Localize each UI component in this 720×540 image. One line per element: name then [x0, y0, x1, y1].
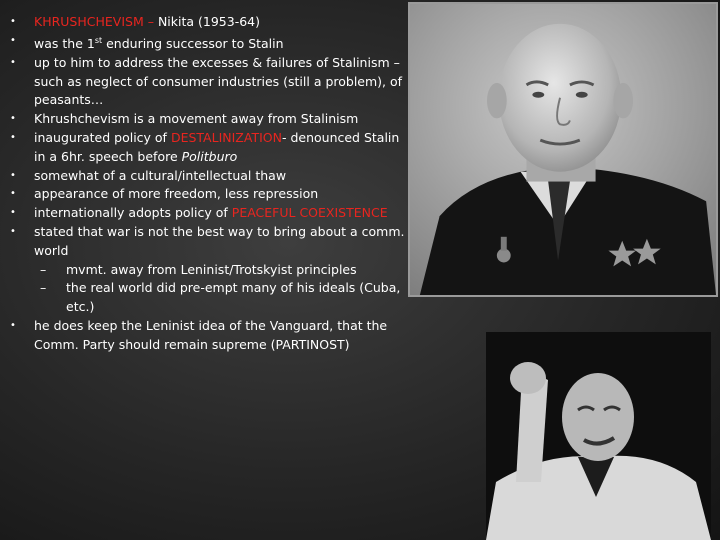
bullet-text: inaugurated policy of [34, 129, 171, 145]
bullet-text: internationally adopts policy of [34, 205, 232, 221]
dash-marker: – [40, 280, 47, 296]
bullet-text: the real world did pre-empt many of his ideals (Cuba, etc.) [66, 280, 401, 315]
bullet-item [10, 129, 405, 167]
bullet-text: enduring successor to Stalin [102, 35, 284, 51]
bullet-marker: • [10, 34, 16, 46]
sub-bullet-item [10, 279, 405, 317]
bullet-marker: • [10, 131, 16, 143]
portrait-photo [408, 2, 718, 297]
bullet-item [10, 54, 405, 110]
term-destalinization: DESTALINIZATION [170, 129, 282, 145]
bullet-item [10, 185, 405, 204]
bullet-item [10, 32, 405, 54]
bullet-marker: • [10, 319, 16, 331]
bullet-item [10, 13, 405, 32]
bullet-text: was the 1 [34, 35, 95, 51]
bullet-item [10, 204, 405, 223]
dash-marker: – [40, 261, 47, 277]
bullet-marker: • [10, 169, 16, 181]
bullet-marker: • [10, 113, 16, 125]
bullet-text: Khrushchevism is a movement away from Stalinism [34, 111, 359, 127]
term-politburo: Politburo [181, 148, 238, 164]
bullet-item [10, 317, 405, 355]
bullet-text: up to him to address the excesses & failures of Stalinism – such as neglect of consumer industries (still a problem), of peasants… [34, 54, 403, 108]
superscript: st [94, 35, 103, 45]
bullet-list [10, 13, 405, 355]
bullet-marker: • [10, 207, 16, 219]
bullet-text: somewhat of a cultural/intellectual thaw [34, 167, 287, 183]
portrait-illustration [410, 4, 716, 295]
bullet-text: he does keep the Leninist idea of the Vanguard, that the Comm. Party should remain supreme (PARTINOST) [34, 317, 388, 352]
bullet-text: appearance of more freedom, less repression [34, 186, 319, 202]
speech-illustration [486, 332, 711, 540]
bullet-item [10, 167, 405, 186]
bullet-item [10, 223, 405, 261]
bullet-marker: • [10, 16, 16, 27]
bullet-marker: • [10, 188, 16, 200]
sub-bullet-item [10, 261, 405, 280]
speech-photo [486, 332, 711, 540]
term-khrushchevism: KHRUSHCHEVISM – [34, 14, 158, 29]
bullet-marker: • [10, 56, 16, 68]
bullet-text: mvmt. away from Leninist/Trotskyist principles [66, 261, 357, 277]
bullet-text: Nikita (1953-64) [157, 14, 261, 29]
bullet-text: - denounced Stalin in a 6hr. speech before [34, 129, 400, 164]
bullet-text: stated that war is not the best way to bring about a comm. world [34, 223, 405, 258]
term-peaceful-coexistence: PEACEFUL COEXISTENCE [231, 205, 388, 221]
bullet-marker: • [10, 225, 16, 237]
bullet-item [10, 110, 405, 129]
